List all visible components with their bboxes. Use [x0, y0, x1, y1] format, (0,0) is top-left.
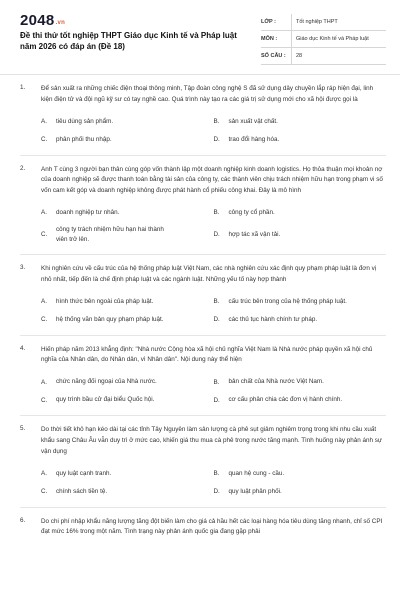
exam-header — [0, 0, 400, 70]
answer-options — [20, 207, 386, 245]
option-text: cơ cấu phân chia các đơn vị hành chính. — [228, 396, 343, 404]
option-letter: B. — [213, 378, 220, 386]
option-text: quy luật phân phối. — [228, 487, 282, 495]
meta-row-subject — [261, 31, 386, 48]
answer-option-a[interactable] — [41, 116, 214, 128]
option-letter: D. — [213, 396, 220, 404]
option-text: hợp tác xã vận tải. — [228, 230, 281, 238]
option-text: phân phối thu nhập. — [56, 135, 112, 143]
header-left — [20, 12, 240, 70]
exam-title: Đề thi thử tốt nghiệp THPT Giáo dục Kinh tế và Pháp luật năm 2026 có đáp án (Đề 18) — [20, 31, 237, 51]
meta-label: LỚP : — [261, 19, 276, 25]
site-logo[interactable] — [20, 12, 240, 29]
answer-option-d[interactable] — [214, 394, 387, 406]
option-letter: A. — [41, 298, 47, 306]
question-number: 6. — [20, 516, 26, 524]
option-text: doanh nghiệp tư nhân. — [56, 208, 120, 216]
answer-option-a[interactable] — [41, 376, 214, 388]
option-letter: A. — [41, 209, 47, 217]
meta-row-class — [261, 14, 386, 31]
meta-value: 28 — [291, 48, 386, 64]
option-letter: C. — [41, 488, 48, 496]
question-number: 3. — [20, 263, 26, 271]
answer-option-b[interactable] — [214, 468, 387, 480]
meta-label: MÔN : — [261, 36, 278, 42]
answer-option-b[interactable] — [214, 376, 387, 388]
answer-option-c[interactable] — [41, 486, 214, 498]
question-text: Hiến pháp năm 2013 khẳng định: "Nhà nước Cộng hòa xã hội chủ nghĩa Việt Nam là Nhà nước pháp quyền xã hội chủ nghĩa của Nhân dân, do Nhân dân, vì Nhân dân". Nội dung này thể hiện — [41, 345, 373, 364]
option-text: công ty cổ phần. — [228, 208, 275, 216]
option-text: trao đổi hàng hóa. — [228, 135, 280, 143]
option-letter: D. — [213, 488, 220, 496]
question-item — [20, 508, 386, 548]
answer-option-c[interactable] — [41, 394, 214, 406]
answer-option-a[interactable] — [41, 468, 214, 480]
option-letter: B. — [213, 470, 220, 478]
question-number: 1. — [20, 84, 26, 91]
option-letter: B. — [213, 118, 220, 126]
answer-options — [20, 376, 386, 406]
option-letter: A. — [41, 470, 47, 478]
option-letter: B. — [213, 209, 220, 217]
answer-option-c[interactable] — [41, 314, 214, 326]
option-text: hình thức bên ngoài của pháp luật. — [56, 297, 154, 305]
option-letter: C. — [41, 316, 48, 324]
answer-option-c[interactable] — [41, 225, 214, 245]
question-number: 2. — [20, 164, 26, 172]
question-item — [20, 336, 386, 417]
answer-option-a[interactable] — [41, 207, 214, 219]
question-number: 5. — [20, 425, 26, 433]
option-text: hệ thống văn bản quy phạm pháp luật. — [56, 315, 164, 323]
answer-option-b[interactable] — [214, 207, 387, 219]
question-text: Do thời tiết khô hạn kéo dài tại các tỉnh Tây Nguyên làm sản lượng cà phê sụt giảm nghiêm trọng trong khi nhu cầu xuất khẩu sang Châu Âu vẫn duy trì ở mức cao, khiến giá thu mua cà phê trong nước tăng mạnh. Tình huống này phản ánh sự vận dụng — [41, 426, 383, 455]
meta-value: Giáo dục Kinh tế và Pháp luật — [291, 31, 386, 47]
option-letter: A. — [41, 378, 47, 386]
answer-option-d[interactable] — [214, 314, 387, 326]
question-number: 4. — [20, 344, 26, 352]
answer-option-c[interactable] — [41, 134, 214, 146]
answer-option-b[interactable] — [214, 296, 387, 308]
option-text: các thủ tục hành chính tư pháp. — [228, 315, 318, 323]
question-item — [20, 416, 386, 507]
answer-option-d[interactable] — [214, 134, 387, 146]
option-letter: D. — [213, 231, 220, 239]
answer-option-b[interactable] — [214, 116, 387, 128]
question-item — [20, 75, 386, 156]
meta-label: SỐ CÂU : — [261, 53, 286, 59]
option-letter: D. — [213, 136, 220, 144]
option-text: quy luật cạnh tranh. — [56, 469, 112, 477]
question-text: Anh T cùng 3 người bạn thân cùng góp vốn thành lập một doanh nghiệp kinh doanh logistics. Họ thỏa thuận mọi khoản nợ của doanh nghiệp sẽ được thanh toán bằng tài sản của công ty, các thành viên chịu trách nhiệm hữu hạn trong phạm vi số vốn cam kết góp và doanh nghiệp không được phát hành cổ phiếu công khai. Đây là mô hình — [41, 165, 383, 195]
option-text: sản xuất vật chất. — [228, 117, 278, 125]
answer-option-d[interactable] — [214, 225, 387, 245]
answer-options — [20, 296, 386, 326]
option-letter: C. — [41, 136, 48, 144]
option-text: chức năng đối ngoại của Nhà nước. — [56, 378, 157, 386]
option-letter: C. — [41, 396, 48, 404]
answer-options — [20, 116, 386, 146]
meta-row-count — [261, 48, 386, 65]
answer-options — [20, 468, 386, 498]
answer-option-d[interactable] — [214, 486, 387, 498]
logo-sub: .vn — [55, 20, 66, 26]
exam-meta — [261, 14, 386, 70]
question-item — [20, 156, 386, 255]
option-letter: A. — [41, 118, 47, 126]
question-list — [0, 75, 400, 547]
option-text: quy trình bầu cử đại biểu Quốc hội. — [56, 396, 155, 404]
logo-text: 2048 — [20, 12, 55, 29]
option-letter: C. — [41, 231, 48, 239]
question-text: Khi nghiên cứu về cấu trúc của hệ thống pháp luật Việt Nam, các nhà nghiên cứu xác định quy phạm pháp luật là đơn vị nhỏ nhất, tiếp đến là chế định pháp luật và các ngành luật. Những yếu tố này hợp thành — [41, 264, 377, 283]
answer-option-a[interactable] — [41, 296, 214, 308]
option-text: công ty trách nhiệm hữu hạn hai thành viên trở lên. — [56, 225, 164, 243]
option-letter: B. — [213, 298, 220, 306]
option-letter: D. — [213, 316, 220, 324]
question-text: Do chi phí nhập khẩu năng lượng tăng đột biến làm cho giá cả hầu hết các loại hàng hóa tiêu dùng tăng nhanh, chỉ số CPI đạt mức 16% trong một năm. Tình trạng này phản ánh quốc gia đang gặp phải — [41, 517, 383, 536]
option-text: tiêu dùng sản phẩm. — [56, 117, 114, 125]
option-text: cấu trúc bên trong của hệ thống pháp luật. — [228, 297, 347, 305]
question-item — [20, 255, 386, 336]
question-text: Để sản xuất ra những chiếc điện thoại thông minh, Tập đoàn công nghệ S đã sử dụng dây chuyền lắp ráp hiện đại, linh kiện điện tử và đội ngũ kỹ sư có tay nghề cao. Quá trình này tạo ra các giá trị sử dụng mới cho xã hội được gọi là — [41, 85, 374, 103]
meta-value: Tốt nghiệp THPT — [291, 14, 386, 30]
option-text: quan hệ cung - cầu. — [228, 469, 285, 477]
option-text: chính sách tiền tệ. — [56, 487, 108, 495]
option-text: bản chất của Nhà nước Việt Nam. — [228, 378, 324, 386]
